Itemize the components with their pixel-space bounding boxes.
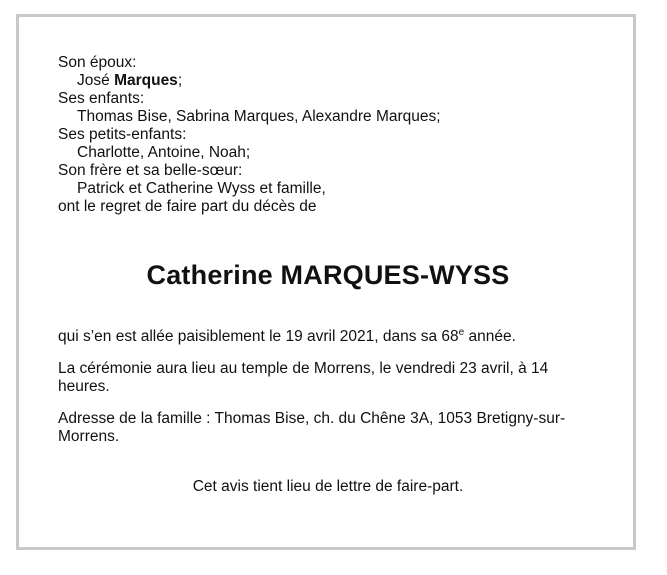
deceased-name: Catherine MARQUES-WYSS bbox=[146, 260, 510, 290]
closing-text: Cet avis tient lieu de lettre de faire-part. bbox=[192, 478, 464, 495]
address-text: Adresse de la famille : Thomas Bise, ch. du Chêne 3A, 1053 Bretigny-sur-Morrens. bbox=[58, 410, 566, 445]
passing-text bbox=[58, 328, 598, 346]
spouse-name bbox=[58, 72, 598, 90]
regret-line: ont le regret de faire part du décès de bbox=[58, 198, 317, 215]
grandchildren-label: Ses petits-enfants: bbox=[58, 126, 187, 143]
ordinal-suffix: e bbox=[458, 326, 465, 338]
children-names: Thomas Bise, Sabrina Marques, Alexandre Marques; bbox=[77, 108, 441, 125]
siblings-names: Patrick et Catherine Wyss et famille, bbox=[77, 180, 326, 197]
ceremony-text: La cérémonie aura lieu au temple de Morrens, le vendredi 23 avril, à 14 heures. bbox=[58, 360, 549, 395]
children-label: Ses enfants: bbox=[58, 90, 145, 107]
spouse-punct: ; bbox=[177, 72, 183, 89]
notice-content bbox=[58, 54, 598, 496]
family-list bbox=[58, 54, 598, 216]
spouse-label: Son époux: bbox=[58, 54, 137, 71]
passing-text-end: année. bbox=[464, 328, 516, 345]
spouse-last-name: Marques bbox=[114, 72, 178, 89]
passing-text-main: qui s’en est allée paisiblement le 19 avril 2021, dans sa 68 bbox=[58, 328, 459, 345]
notice-frame bbox=[16, 14, 636, 550]
spouse-first-name: José bbox=[77, 72, 110, 89]
grandchildren-names: Charlotte, Antoine, Noah; bbox=[77, 144, 251, 161]
siblings-label: Son frère et sa belle-sœur: bbox=[58, 162, 243, 179]
